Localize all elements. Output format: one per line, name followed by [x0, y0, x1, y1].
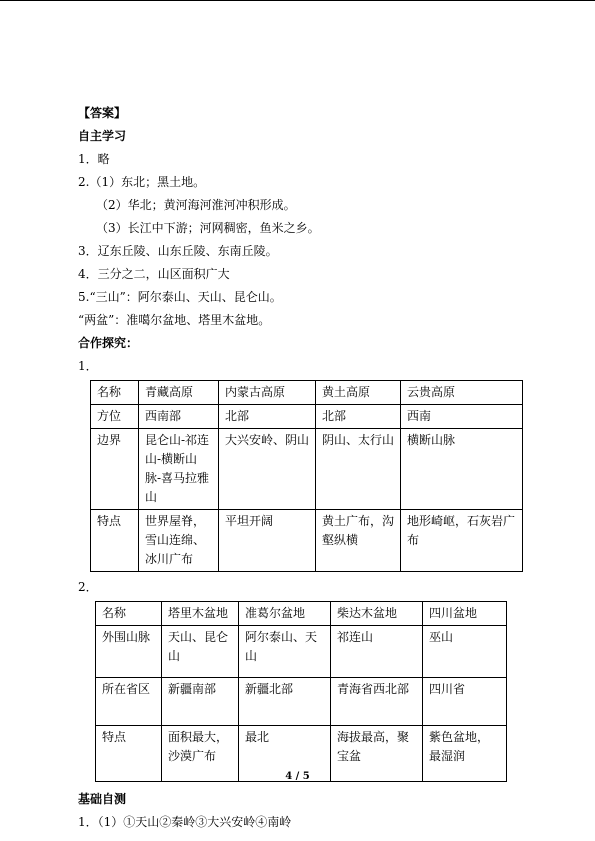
table-cell: 四川盆地 — [423, 602, 507, 626]
table-cell: 青藏高原 — [139, 381, 219, 405]
header-rule — [0, 0, 595, 1]
question-number: 1． — [78, 359, 98, 373]
table-cell: 柴达木盆地 — [331, 602, 423, 626]
table-cell: 外围山脉 — [96, 626, 162, 678]
table-cell: 祁连山 — [331, 626, 423, 678]
table-cell: 方位 — [91, 405, 139, 429]
table-cell: 昆仑山-祁连山-横断山脉-喜马拉雅山 — [139, 429, 219, 510]
plateau-table — [90, 380, 523, 572]
table-row — [96, 626, 507, 678]
table-cell: 西南 — [401, 405, 523, 429]
table-cell: 阿尔泰山、天山 — [239, 626, 331, 678]
table-cell: 特点 — [91, 510, 139, 572]
table-cell: 云贵高原 — [401, 381, 523, 405]
table-cell: 西南部 — [139, 405, 219, 429]
table-cell: 最北 — [239, 726, 331, 782]
table-cell: 新疆北部 — [239, 678, 331, 726]
page-number: 4 / 5 — [285, 771, 310, 782]
basic-test-item: 1．（1）①天山②秦岭③大兴安岭④南岭 — [78, 815, 292, 829]
table-cell: 准葛尔盆地 — [239, 602, 331, 626]
self-study-item: 4．三分之二，山区面积广大 — [78, 267, 230, 281]
table-cell: 名称 — [96, 602, 162, 626]
table-cell: 北部 — [219, 405, 316, 429]
self-study-item: 5.“三山”：阿尔泰山、天山、昆仑山。 — [78, 290, 282, 304]
table-cell: 四川省 — [423, 678, 507, 726]
table-row — [91, 405, 523, 429]
table-header-row — [91, 381, 523, 405]
table-cell: 海拔最高，聚宝盆 — [331, 726, 423, 782]
answer-header: 【答案】 — [78, 106, 127, 120]
self-study-item: 2.（1）东北；黑土地。 — [78, 175, 206, 189]
table-cell: 大兴安岭、阴山 — [219, 429, 316, 510]
table-cell: 北部 — [316, 405, 401, 429]
table-cell: 地形崎岖，石灰岩广布 — [401, 510, 523, 572]
table-cell: 巫山 — [423, 626, 507, 678]
table-cell: 面积最大，沙漠广布 — [162, 726, 239, 782]
table-cell: 黄土高原 — [316, 381, 401, 405]
table-cell: 边界 — [91, 429, 139, 510]
basin-table — [95, 601, 507, 782]
table-cell: 阴山、太行山 — [316, 429, 401, 510]
self-study-item: 1．略 — [78, 152, 110, 166]
table-cell: 紫色盆地，最湿润 — [423, 726, 507, 782]
cooperation-heading: 合作探究： — [78, 336, 139, 350]
table-cell: 塔里木盆地 — [162, 602, 239, 626]
table-cell: 横断山脉 — [401, 429, 523, 510]
table-row — [91, 510, 523, 572]
table-cell: 特点 — [96, 726, 162, 782]
table-cell: 新疆南部 — [162, 678, 239, 726]
table-cell: 黄土广布，沟壑纵横 — [316, 510, 401, 572]
table-row — [96, 678, 507, 726]
table-cell: 名称 — [91, 381, 139, 405]
table-cell: 内蒙古高原 — [219, 381, 316, 405]
table-cell: 所在省区 — [96, 678, 162, 726]
table-cell: 天山、昆仑山 — [162, 626, 239, 678]
table-row — [91, 429, 523, 510]
self-study-item: 3．辽东丘陵、山东丘陵、东南丘陵。 — [78, 244, 278, 258]
table-cell: 世界屋脊，雪山连绵、冰川广布 — [139, 510, 219, 572]
self-study-item: （2）华北；黄河海河淮河冲积形成。 — [96, 198, 296, 212]
self-study-item: “两盆”：准噶尔盆地、塔里木盆地。 — [78, 313, 271, 327]
table-cell: 青海省西北部 — [331, 678, 423, 726]
basic-test-heading: 基础自测 — [78, 792, 127, 806]
question-number: 2． — [78, 580, 98, 594]
answer-content — [78, 102, 518, 834]
self-study-item: （3）长江中下游；河网稠密，鱼米之乡。 — [96, 221, 320, 235]
table-cell: 平坦开阔 — [219, 510, 316, 572]
self-study-heading: 自主学习 — [78, 129, 127, 143]
table-header-row — [96, 602, 507, 626]
